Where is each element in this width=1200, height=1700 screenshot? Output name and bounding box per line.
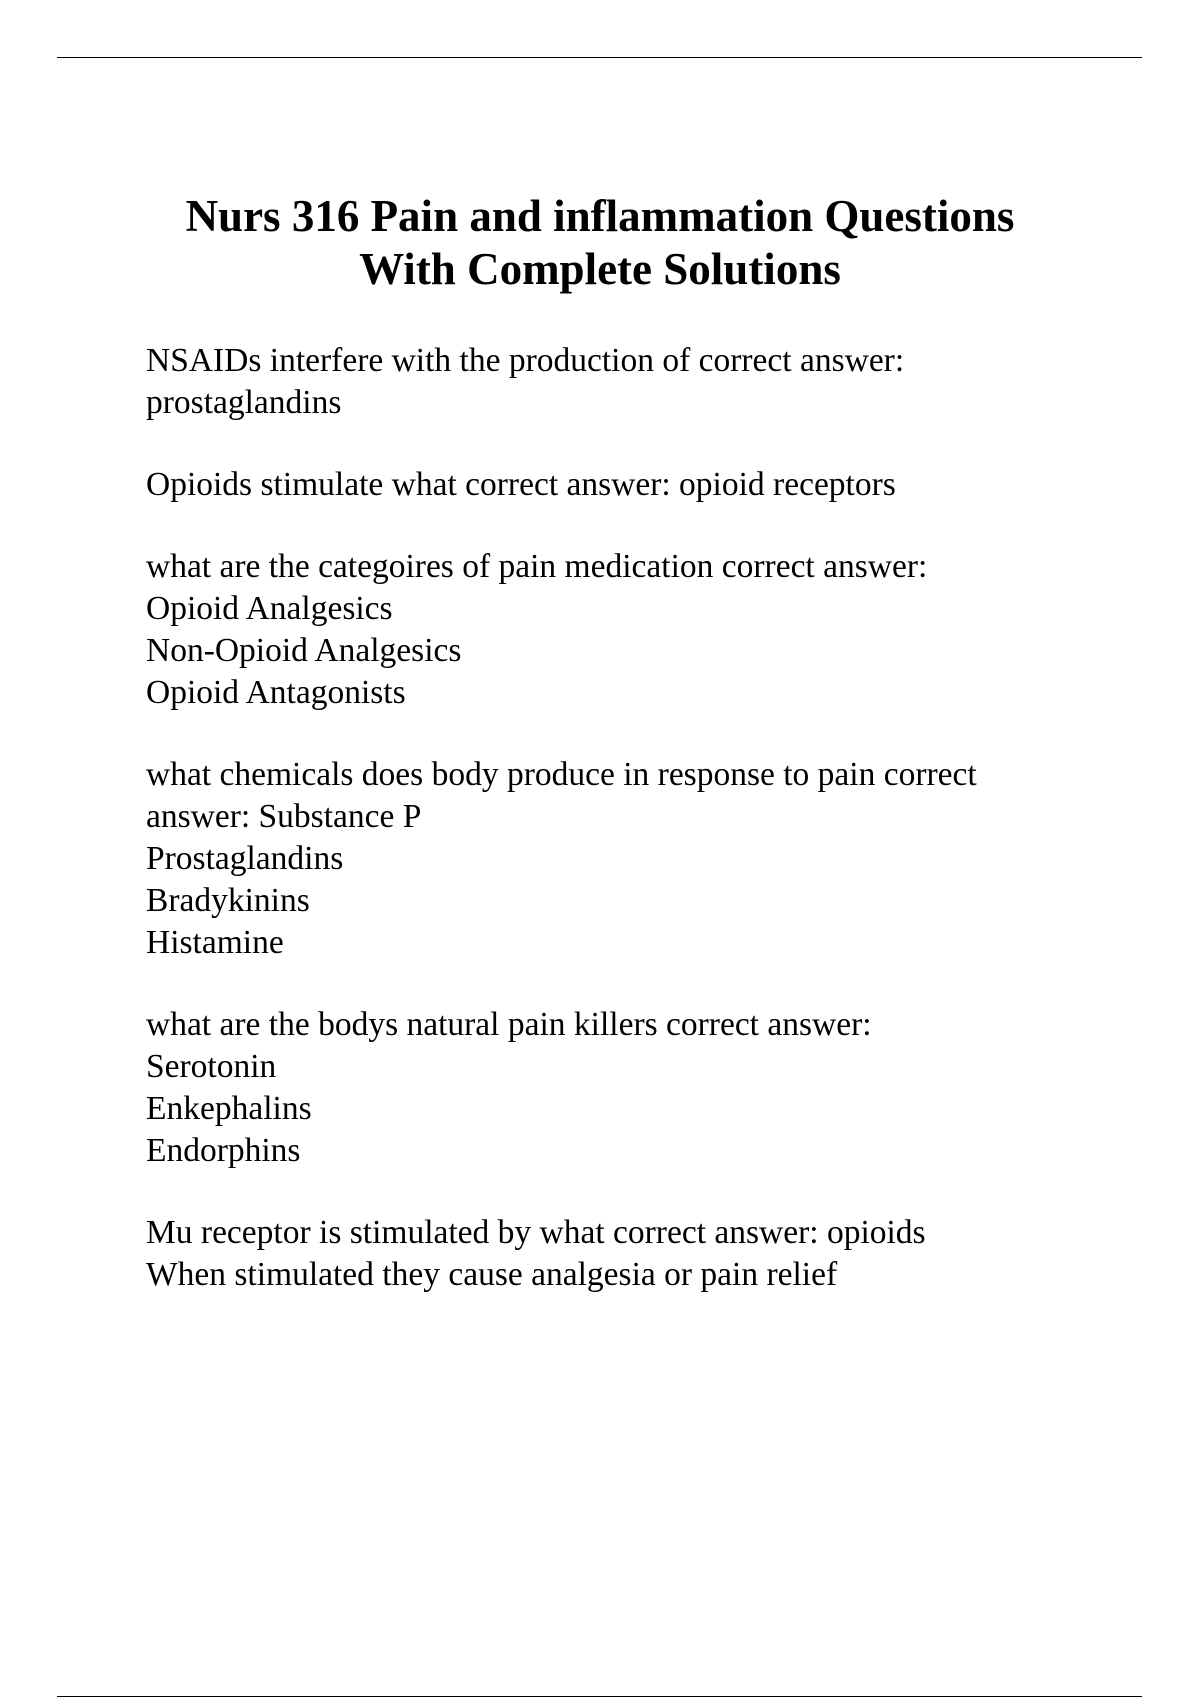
qa-item-mu-receptor bbox=[146, 1212, 1106, 1296]
qa-list bbox=[146, 340, 1106, 1336]
bottom-rule bbox=[57, 1696, 1142, 1697]
qa-line: what are the categoires of pain medication correct answer: bbox=[146, 548, 928, 585]
qa-line: Opioid Analgesics bbox=[146, 590, 393, 627]
qa-item-pain-medication-categories bbox=[146, 546, 1106, 714]
qa-item-pain-chemicals bbox=[146, 754, 1106, 964]
qa-line: what are the bodys natural pain killers correct answer: bbox=[146, 1006, 872, 1043]
qa-line: Opioids stimulate what correct answer: opioid receptors bbox=[146, 466, 896, 503]
qa-item-opioids bbox=[146, 464, 1106, 506]
page-title bbox=[100, 190, 1100, 296]
qa-line: Enkephalins bbox=[146, 1090, 312, 1127]
qa-line: Endorphins bbox=[146, 1132, 301, 1169]
qa-line: what chemicals does body produce in response to pain correct bbox=[146, 756, 977, 793]
qa-line: prostaglandins bbox=[146, 384, 342, 421]
qa-line: Bradykinins bbox=[146, 882, 310, 919]
title-line-1: Nurs 316 Pain and inflammation Questions bbox=[185, 191, 1015, 241]
qa-line: NSAIDs interfere with the production of correct answer: bbox=[146, 342, 905, 379]
title-line-2: With Complete Solutions bbox=[359, 244, 841, 294]
top-rule bbox=[57, 57, 1142, 58]
qa-line: answer: Substance P bbox=[146, 798, 422, 835]
qa-line: Histamine bbox=[146, 924, 284, 961]
qa-line: When stimulated they cause analgesia or pain relief bbox=[146, 1256, 838, 1293]
qa-item-natural-pain-killers bbox=[146, 1004, 1106, 1172]
qa-line: Serotonin bbox=[146, 1048, 277, 1085]
qa-line: Opioid Antagonists bbox=[146, 674, 406, 711]
qa-line: Non-Opioid Analgesics bbox=[146, 632, 462, 669]
qa-line: Mu receptor is stimulated by what correct answer: opioids bbox=[146, 1214, 926, 1251]
qa-line: Prostaglandins bbox=[146, 840, 344, 877]
qa-item-nsaids bbox=[146, 340, 1106, 424]
